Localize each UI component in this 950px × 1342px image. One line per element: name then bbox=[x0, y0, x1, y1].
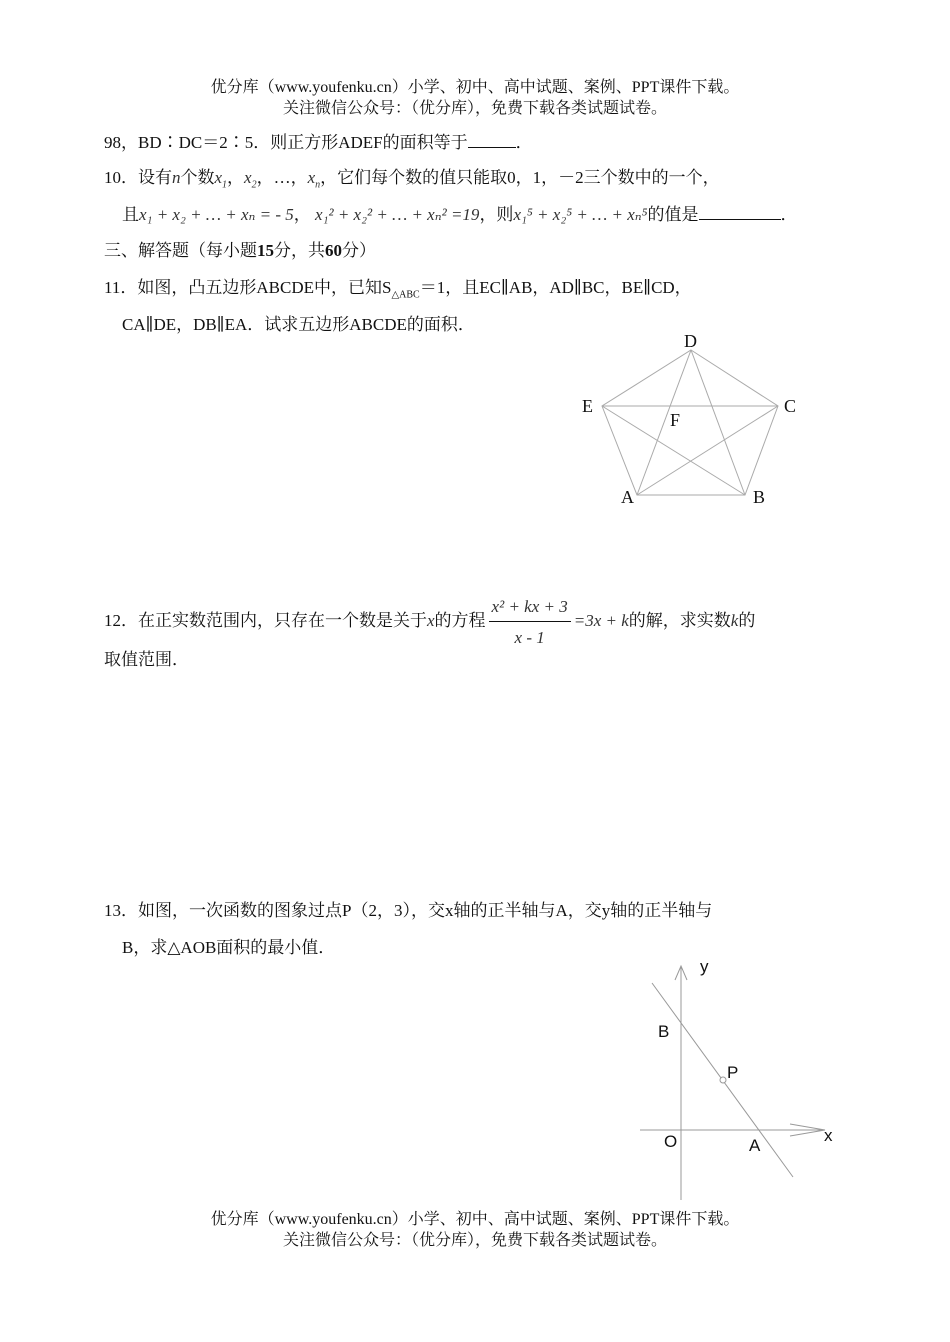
point-p bbox=[720, 1077, 726, 1083]
header-line-1: 优分库（www.youfenku.cn）小学、初中、高中试题、案例、PPT课件下载。 bbox=[210, 79, 740, 96]
question-12-line-2: 取值范围． bbox=[104, 650, 189, 669]
label-b: B bbox=[658, 1022, 670, 1041]
question-13-line-2: B，求△AOB面积的最小值． bbox=[122, 938, 336, 957]
footer-line-2: 关注微信公众号：（优分库），免费下载各类试题试卷。 bbox=[282, 1232, 667, 1249]
question-10-line-1: 10．设有n个数$x_1$，$x_2$，…，$x_n$，它们每个数的值只能取0，1，－2三个数中的一个， bbox=[104, 168, 720, 191]
coordinate-graph bbox=[640, 950, 850, 1200]
section-3-heading: 三、解答题（每小题15分，共60分） bbox=[104, 241, 376, 260]
equation-fraction bbox=[489, 597, 571, 648]
label-o: O bbox=[664, 1132, 678, 1151]
answer-blank-9 bbox=[468, 131, 516, 148]
sum-formula-1: x₁ + x₂ + … + xₙ bbox=[139, 205, 256, 224]
label-y: y bbox=[700, 957, 709, 976]
var-n: n bbox=[172, 168, 181, 187]
sum-formula-2: x₁² + x₂² + … + xₙ² bbox=[315, 205, 447, 224]
label-a: A bbox=[749, 1136, 761, 1155]
question-9-text: 98，BD∶DC＝2∶5．则正方形ADEF的面积等于 bbox=[104, 133, 468, 152]
label-d: D bbox=[684, 331, 697, 351]
footer-line-1: 优分库（www.youfenku.cn）小学、初中、高中试题、案例、PPT课件下载。 bbox=[210, 1211, 740, 1228]
diagonal-ad bbox=[637, 350, 691, 495]
label-c: C bbox=[784, 396, 797, 416]
question-11-line-1: 11．如图，凸五边形ABCDE中，已知$S_{\triangle ABC}=1$，且EC∥AB，AD∥BC，BE∥CD， bbox=[104, 278, 692, 301]
label-e: E bbox=[582, 396, 593, 416]
label-x: x bbox=[824, 1126, 833, 1145]
equation-rhs: =3x + k bbox=[573, 611, 629, 630]
question-11-line-2: CA∥DE，DB∥EA．试求五边形ABCDE的面积． bbox=[122, 315, 475, 334]
pentagon-lines bbox=[602, 350, 778, 495]
fraction-numerator: x² + kx + 3 bbox=[489, 597, 571, 622]
var-x1: $x_1$ bbox=[214, 168, 228, 191]
diagonal-ac bbox=[637, 406, 778, 495]
answer-blank-10 bbox=[699, 203, 781, 220]
fraction-denominator: x - 1 bbox=[514, 627, 545, 647]
sum-value-2: =19 bbox=[450, 205, 480, 224]
var-x2: $x_2$ bbox=[244, 168, 257, 191]
sum-value-1: = - 5 bbox=[259, 205, 294, 224]
pentagon-figure bbox=[560, 325, 820, 515]
var-xn: $x_n$ bbox=[307, 168, 321, 191]
diagonal-bd bbox=[691, 350, 745, 495]
question-13-line-1: 13．如图，一次函数的图象过点P（2，3），交x轴的正半轴与A，交y轴的正半轴与 bbox=[104, 901, 713, 920]
sum-formula-3: x₁⁵ + x₂⁵ + … + xₙ⁵ bbox=[513, 205, 648, 224]
label-b: B bbox=[753, 487, 766, 507]
label-p: P bbox=[727, 1063, 739, 1082]
label-f: F bbox=[670, 410, 681, 430]
question-9: 98，BD∶DC＝2∶5．则正方形ADEF的面积等于 ． bbox=[104, 133, 533, 152]
question-12-line-1: 12．在正实数范围内，只存在一个数是关于x的方程 $\frac{\text{x² + kx + 3}}{x - 1}$ =3x + k的解，求实数k的 bbox=[104, 596, 756, 647]
question-10-line-2: 且x₁ + x₂ + … + xₙ = - 5， x₁² + x₂² + … + xₙ² =19，则x₁⁵ + x₂⁵ + … + xₙ⁵的值是 ． bbox=[122, 205, 798, 224]
label-a: A bbox=[621, 487, 634, 507]
header-line-2: 关注微信公众号：（优分库），免费下载各类试题试卷。 bbox=[282, 100, 667, 117]
